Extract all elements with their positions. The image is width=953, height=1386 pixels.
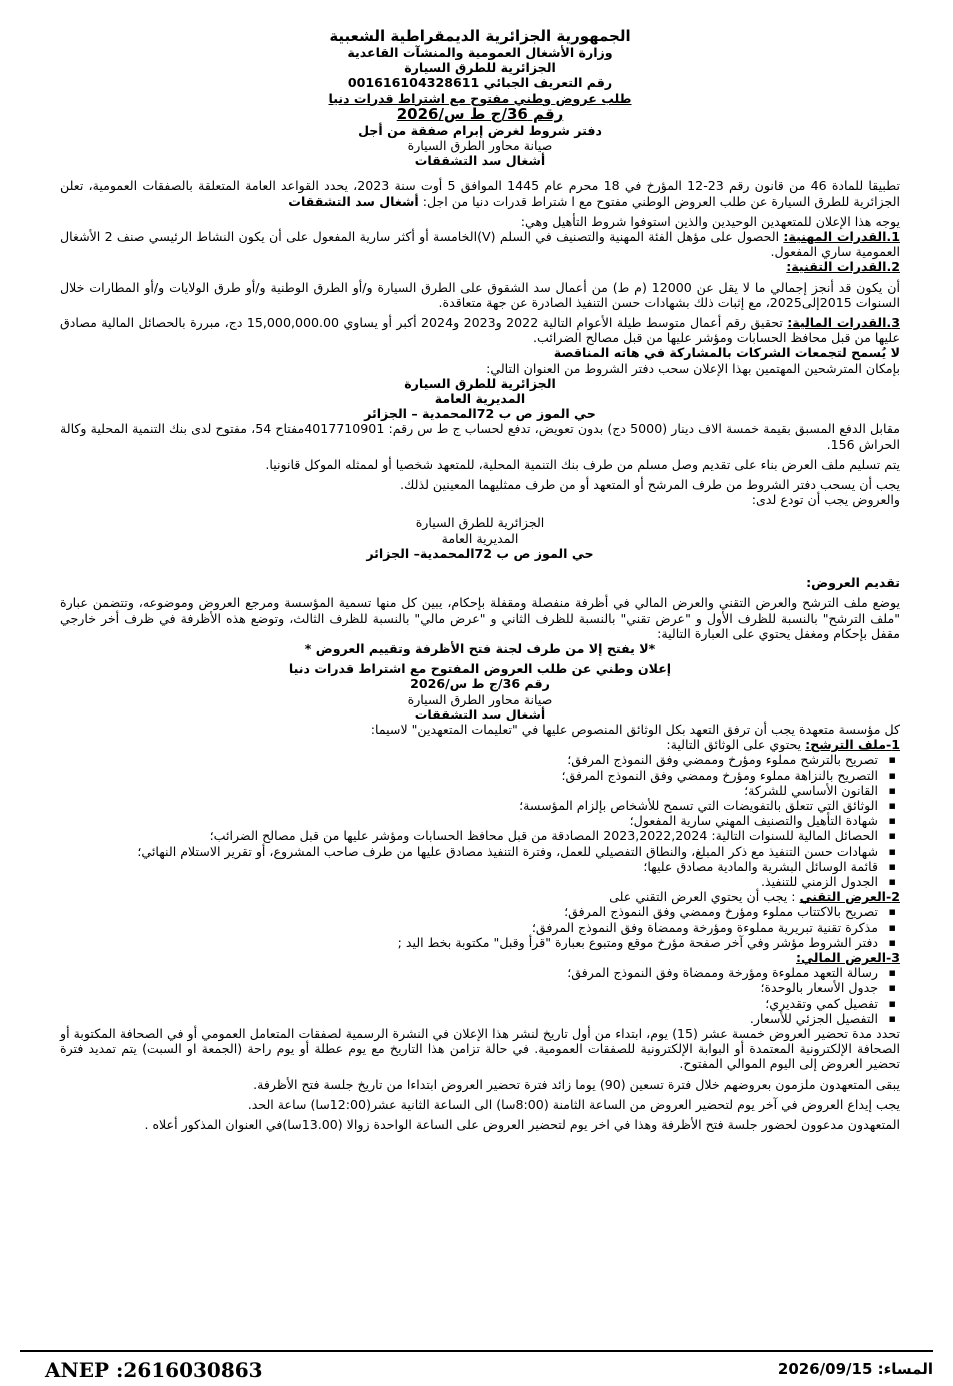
list-item: ▪ تصريح بالترشح مملوء ومؤرخ وممضي وفق النموذج المرفق؛ bbox=[60, 752, 882, 767]
condition-financial: 3.القدرات المالية: تحقيق رقم أعمال متوسط طيلة الأعوام التالية 2022 و2023 و2024 أكبر أو يساوي 15,000,000.00 دج، مبررة بالحصائل المالية مصادق عليها من قبل محافظ الحسابات ومؤشر عليها من قبل مصالح الضرائب. bbox=[60, 315, 900, 346]
fin-heading: 3-العرض المالي: bbox=[795, 949, 900, 965]
list-item: ▪ الحصائل المالية للسنوات التالية: 2023,2022,2024 المصادقة من قبل محافظ الحسابات ومؤشر عليها من قبل مصالح الضرائب؛ bbox=[60, 828, 882, 843]
announcement-line2: رقم 36/ج ط س/2026 bbox=[410, 676, 550, 692]
list-item: ▪ رسالة التعهد مملوءة ومؤرخة وممضاة وفق النموذج المرفق؛ bbox=[60, 965, 882, 980]
prep-period-paragraph: تحدد مدة تحضير العروض خمسة عشر (15) يوم، ابتداء من أول تاريخ لنشر هذا الإعلان في النشرة الرسمية لصفقات المتعامل العمومي أو في الصحافة المكتوبة أو الصحافة الإلكترونية المعتمدة أو البوابة الإلكترونية للصفقات العمومية. في حالة تزامن هذا التاريخ مع يوم عطلة أو يوم راحة (الجمعة او السبت) يتم تمديد فترة تحضير العروض إلى اليوم الموالي المفتوح. bbox=[60, 1025, 900, 1072]
address1-line2: المديرية العامة bbox=[434, 391, 526, 407]
validity-paragraph: يبقى المتعهدون ملزمون بعروضهم خلال فترة تسعين (90) يوما زائد فترة تحضير العروض ابتداءا من تاريخ جلسة فتح الأظرفة. bbox=[253, 1076, 900, 1092]
list-item: ▪ تفصيل كمي وتقديري؛ bbox=[60, 996, 882, 1011]
list-item: ▪ قائمة الوسائل البشرية والمادية مصادق عليها؛ bbox=[60, 859, 882, 874]
list-item: ▪ مذكرة تقنية تبريرية مملوءة ومؤرخة وممضاة وفق النموذج المرفق؛ bbox=[60, 920, 882, 935]
deposit-where: والعروض يجب أن تودع لدى: bbox=[751, 492, 900, 508]
address2-line1: الجزائرية للطرق السيارة bbox=[415, 515, 545, 531]
list-item: ▪ الوثائق التي تتعلق بالتفويضات التي تسمح للأشخاص بإلزام المؤسسة؛ bbox=[60, 798, 882, 813]
file-heading: 1-ملف الترشح: يحتوي على الوثائق التالية: bbox=[666, 737, 900, 753]
file-list bbox=[60, 752, 900, 889]
header-ministry: وزارة الأشغال العمومية والمنشآت القاعدية bbox=[347, 45, 613, 60]
announcement-line3: صيانة محاور الطرق السيارة bbox=[407, 691, 553, 707]
list-item: ▪ القانون الأساسي للشركة؛ bbox=[60, 783, 882, 798]
list-item: ▪ التفصيل الجزئي للأسعار. bbox=[60, 1011, 882, 1026]
no-groups-notice: لا يُسمح لتجمعات الشركات بالمشاركة في هاته المناقصة bbox=[553, 345, 900, 361]
header-republic: الجمهورية الجزائرية الديمقراطية الشعبية bbox=[329, 27, 631, 45]
condition-technical-text: أن يكون قد أنجز إجمالي ما لا يقل عن 12000 (م ط) من أعمال سد الشقوق على الطرق السيارة و/أو الطرق الوطنية و/أو طرق الولايات و/أو المطارات خلال السنوات 2015إلى2025، مع إثبات ذلك بشهادات حسن التنفيذ الصادرة عن جهة متعاقدة. bbox=[60, 279, 900, 310]
header-book: دفتر شروط لغرض إبرام صفقة من أجل bbox=[358, 122, 602, 138]
footer bbox=[0, 1350, 953, 1386]
tender-document bbox=[60, 28, 900, 1132]
list-item: ▪ جدول الأسعار بالوحدة؛ bbox=[60, 980, 882, 995]
list-item: ▪ دفتر الشروط مؤشر وفي آخر صفحة مؤرخ موقع ومتبوع بعبارة "قرأ وقبل" مكتوبة بخط اليد ; bbox=[60, 935, 882, 950]
list-item: ▪ شهادات حسن التنفيذ مع ذكر المبلغ، والنطاق التفصيلي للعمل، وفترة التنفيذ مصادق عليها من طرف صاحب المشروع، أو تقرير الاستلام النهائي؛ bbox=[60, 844, 882, 859]
address1-line3: حي الموز ص ب 72المحمدية – الجزائر bbox=[364, 406, 596, 422]
submission-title: تقديم العروض: bbox=[806, 575, 900, 591]
address1-line1: الجزائرية للطرق السيارة bbox=[404, 375, 556, 391]
header-object1: صيانة محاور الطرق السيارة bbox=[407, 138, 553, 154]
list-item: ▪ الجدول الزمني للتنفيذ. bbox=[60, 874, 882, 889]
condition-technical-title: 2.القدرات التقنية: bbox=[786, 259, 900, 275]
tech-list bbox=[60, 904, 900, 950]
address2-line2: المديرية العامة bbox=[441, 530, 519, 546]
submission-notice: *لا يفتح إلا من طرف لجنة فتح الأظرفة وتقييم العروض * bbox=[304, 640, 656, 656]
address2-line3: حي الموز ص ب 72المحمدية– الجزائر bbox=[366, 545, 594, 561]
announcement-line4: أشغال سد التشققات bbox=[414, 706, 546, 722]
deposit-time-paragraph: يجب إيداع العروض في آخر يوم لتحضير العروض من الساعة الثامنة (8:00سا) الى الساعة الثانية عشر(12:00سا) ساعة الحد. bbox=[247, 1096, 900, 1112]
fin-list bbox=[60, 965, 900, 1026]
payment-paragraph: مقابل الدفع المسبق بقيمة خمسة الاف دينار (5000 دج) بدون تعويض، تدفع لحساب ج ط س رقم: 4017710901مفتاح 54، مفتوح لدى بنك التنمية المحلية وكالة الحراش 156. bbox=[60, 421, 900, 452]
list-item: ▪ التصريح بالنزاهة مملوء ومؤرخ وممضي وفق النموذج المرفق؛ bbox=[60, 768, 882, 783]
tech-heading: 2-العرض التقني : يجب أن يحتوي العرض التقني على bbox=[609, 889, 900, 905]
list-item: ▪ تصريح بالاكتتاب مملوء ومؤرخ وممضي وفق النموذج المرفق؛ bbox=[60, 904, 882, 919]
list-item: ▪ شهادة التأهيل والتصنيف المهني سارية المفعول؛ bbox=[60, 813, 882, 828]
condition-professional: 1.القدرات المهنية: الحصول على مؤهل الفئة المهنية والتصنيف في السلم (V)الخامسة أو أكثر سارية المفعول على أن يكون النشاط الرئيسي صنف 2 الأشغال العمومية ساري المفعول. bbox=[60, 229, 900, 260]
announcement-line1: إعلان وطني عن طلب العروض المفتوح مع اشتراط قدرات دنيا bbox=[288, 661, 672, 677]
header-tender-type: طلب عروض وطني مفتوح مع اشتراط قدرات دنيا bbox=[328, 90, 632, 106]
submission-paragraph: يوضع ملف الترشح والعرض التقني والعرض المالي في أظرفة منفصلة ومقفلة بإحكام، يبين كل منها تسمية المؤسسة ومرجع العروض وموضوعه، وتتضمن عبارة "ملف الترشح" بالنسبة للظرف الأول و "عرض تقني" بالنسبة للظرف الثاني و "عرض مالي" بالنسبة للظرف الثالث، وتوضع هذه الأظرفة في ظرف أخر خارجي مقفل بإحكام ومغفل يحتوي على العبارة التالية: bbox=[60, 595, 900, 641]
header-tender-number: رقم 36/ج ط س/2026 bbox=[396, 104, 564, 123]
documents-intro: كل مؤسسة متعهدة يجب أن ترفق التعهد بكل الوثائق المنصوص عليها في "تعليمات المتعهدين" لاسيما: bbox=[370, 721, 900, 737]
delivery-paragraph: يتم تسليم ملف العرض بناء على تقديم وصل مسلم من طرف بنك التنمية المحلية، للمتعهد شخصيا أو لممثله الموكل قانونيا. bbox=[265, 456, 900, 472]
withdraw-notice: بإمكان المترشحين المهتمين بهذا الإعلان سحب دفتر الشروط من العنوان التالي: bbox=[486, 360, 900, 376]
publication-date: المساء: 2026/09/15 bbox=[777, 1360, 933, 1378]
intro-eligibility: يوجه هذا الإعلان للمتعهدين الوحيدين والذين استوفوا شروط التأهيل وهي: bbox=[520, 213, 900, 229]
withdraw-who: يجب أن يسحب دفتر الشروط من طرف المرشح أو المتعهد أو من طرف ممثليهما المعينين لذلك. bbox=[400, 477, 900, 493]
header-agency: الجزائرية للطرق السيارة bbox=[404, 60, 556, 76]
intro-paragraph: تطبيقا للمادة 46 من قانون رقم 23-12 المؤرخ في 18 محرم عام 1445 الموافق 5 أوت سنة 2023، يحدد القواعد العامة المتعلقة بالصفقات العمومية، تعلن الجزائرية للطرق السيارة عن طلب العروض الوطني مفتوح مع ا شتراط قدرات دنيا من اجل: أشغال سد التشققات bbox=[60, 178, 901, 209]
anep-reference: ANEP :2616030863 bbox=[45, 1358, 263, 1382]
intro-object: أشغال سد التشققات bbox=[288, 193, 419, 209]
header-object2: أشغال سد التشققات bbox=[414, 153, 546, 169]
opening-session-paragraph: المتعهدون مدعوون لحضور جلسة فتح الأظرفة وهذا في اخر يوم لتحضير العروض على الساعة الواحدة زوالا (13.00سا)في العنوان المذكور أعلاه . bbox=[144, 1117, 900, 1132]
header-tax-id: رقم التعريف الجبائي 001616104328611 bbox=[347, 75, 613, 91]
footer-divider bbox=[20, 1350, 933, 1352]
